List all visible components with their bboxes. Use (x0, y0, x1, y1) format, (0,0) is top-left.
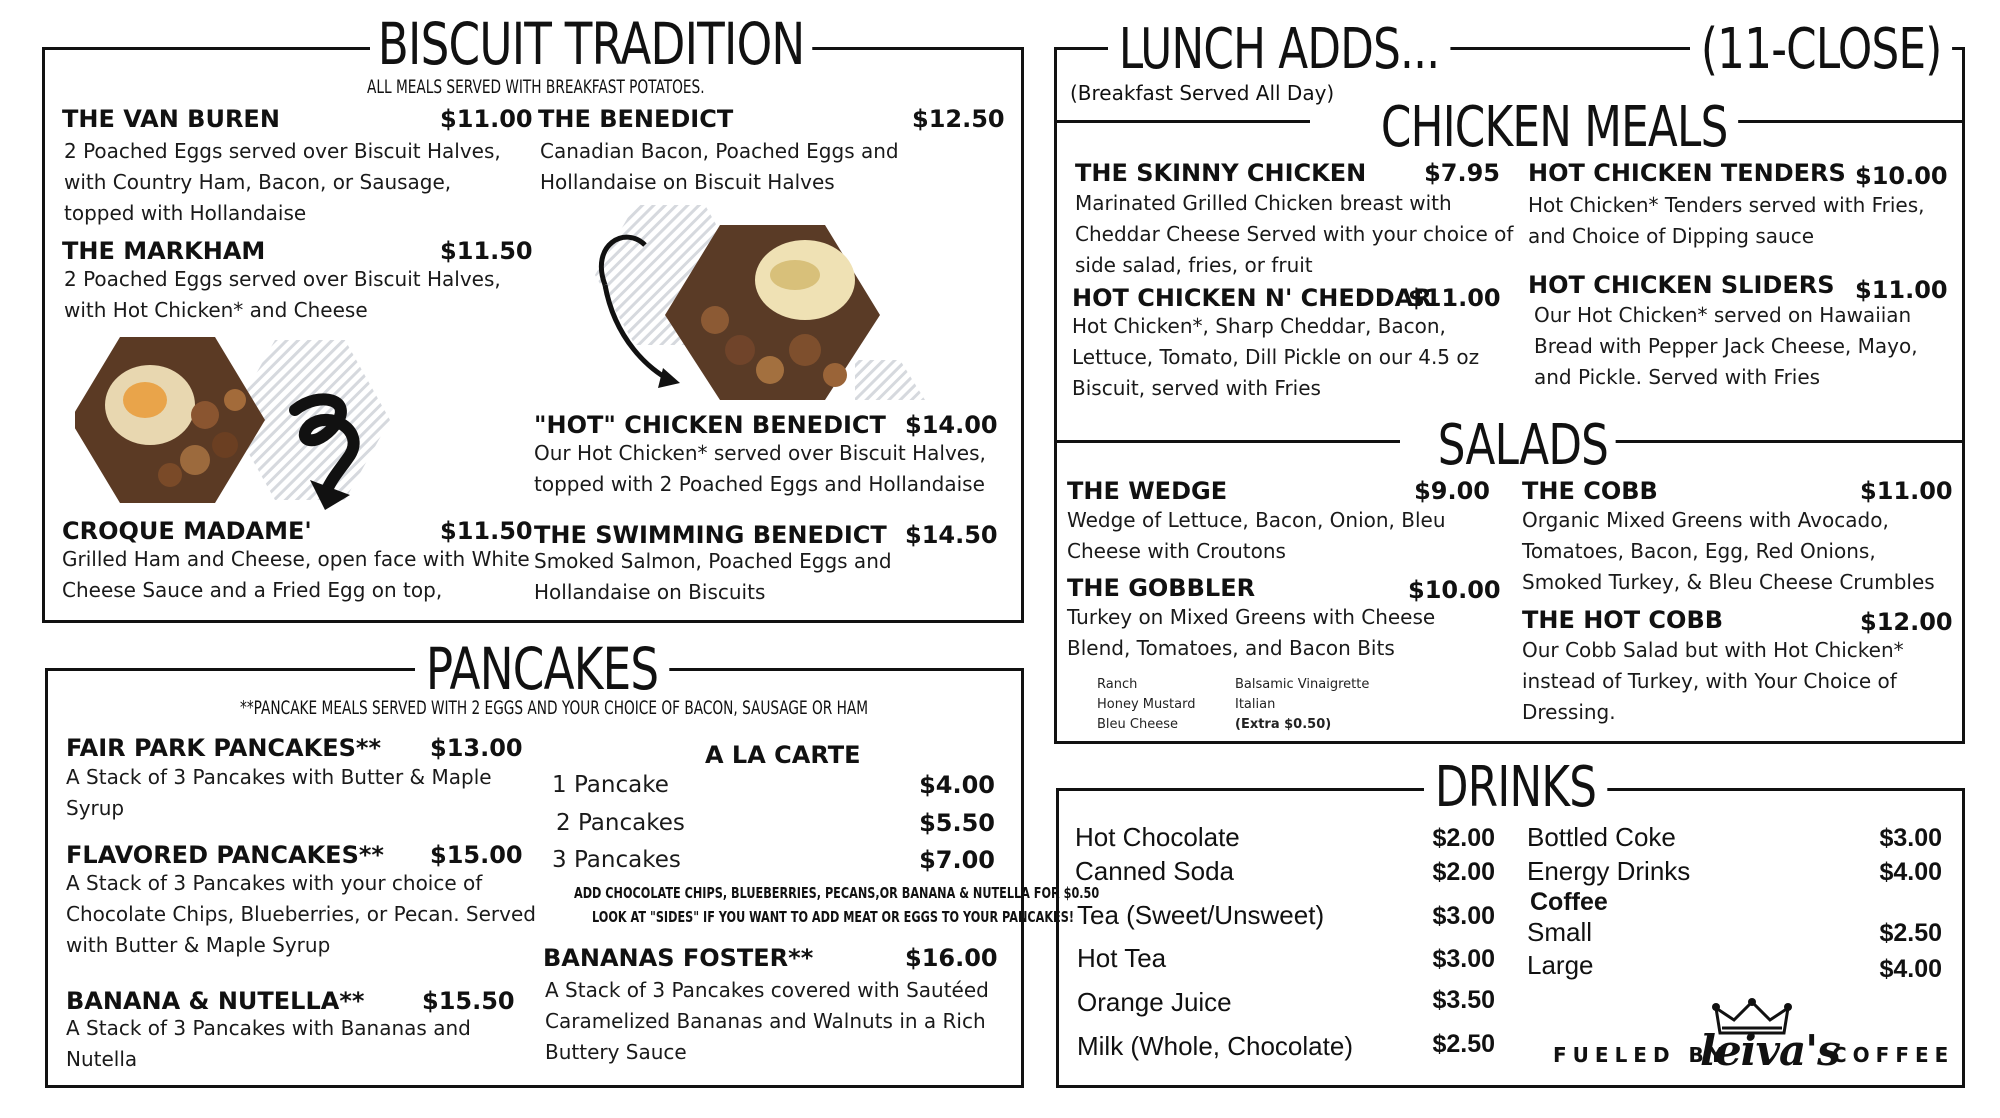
pancakes-title: PANCAKES (415, 640, 669, 698)
drink-price: $3.50 (1432, 986, 1495, 1014)
drink-price: $3.00 (1432, 902, 1495, 930)
divider (1054, 440, 1400, 443)
biscuit-title: BISCUIT TRADITION (370, 15, 812, 73)
item-price: $10.00 (1855, 162, 1948, 190)
item-price: $14.50 (905, 521, 998, 549)
item-name: FAIR PARK PANCAKES** (66, 734, 381, 762)
item-name: THE SKINNY CHICKEN (1075, 159, 1367, 187)
food-photo-hexagon (555, 200, 945, 400)
item-desc: Canadian Bacon, Poached Eggs and Hollandaise on Biscuit Halves (540, 139, 899, 194)
item-price: $16.00 (905, 944, 998, 972)
drink-price: $3.00 (1432, 945, 1495, 973)
item-desc: Our Hot Chicken* served on Hawaiian Bread with Pepper Jack Cheese, Mayo, and Pickle. Served with Fries (1534, 303, 1918, 389)
lunch-hours: (11-CLOSE) (1690, 22, 1952, 78)
item-name: FLAVORED PANCAKES** (66, 841, 384, 869)
coffee-label: COFFEE (1832, 1043, 1955, 1067)
coffee-heading: Coffee (1530, 888, 1608, 916)
alacarte-price: $4.00 (919, 771, 995, 799)
alacarte-price: $7.00 (919, 846, 995, 874)
drink-label: Hot Tea (1077, 943, 1167, 973)
drink-price: $2.50 (1879, 919, 1942, 947)
alacarte-title: A LA CARTE (705, 741, 861, 769)
item-desc: A Stack of 3 Pancakes with Bananas and Nutella (66, 1016, 471, 1071)
item-name: "HOT" CHICKEN BENEDICT (534, 411, 886, 439)
dressing-option: Honey Mustard (1097, 697, 1196, 712)
dressing-option: Ranch (1097, 677, 1138, 692)
item-price: $13.00 (430, 734, 523, 762)
item-name: HOT CHICKEN N' CHEDDAR (1072, 284, 1432, 312)
item-price: $11.50 (440, 237, 533, 265)
dressing-extra: (Extra $0.50) (1235, 717, 1332, 732)
item-price: $7.95 (1424, 159, 1500, 187)
drink-price: $2.00 (1432, 824, 1495, 852)
drink-label: Bottled Coke (1527, 822, 1676, 852)
item-desc: Our Cobb Salad but with Hot Chicken* instead of Turkey, with Your Choice of Dressing. (1522, 638, 1904, 724)
pancakes-subtitle: **PANCAKE MEALS SERVED WITH 2 EGGS AND YOUR CHOICE OF BACON, SAUSAGE OR HAM (240, 697, 869, 719)
fueled-by-label: FUELED BY (1553, 1043, 1730, 1067)
alacarte-note: LOOK AT "SIDES" IF YOU WANT TO ADD MEAT OR EGGS TO YOUR PANCAKES! (592, 908, 1074, 926)
dressing-option: Italian (1235, 697, 1276, 712)
item-price: $11.00 (1408, 284, 1501, 312)
drink-price: $4.00 (1879, 955, 1942, 983)
curly-arrow-icon (280, 385, 390, 515)
item-price: $12.00 (1860, 608, 1953, 636)
item-name: THE BENEDICT (538, 105, 734, 133)
item-desc: Wedge of Lettuce, Bacon, Onion, Bleu Cheese with Croutons (1067, 508, 1446, 563)
drink-price: $2.00 (1432, 858, 1495, 886)
biscuit-subtitle: ALL MEALS SERVED WITH BREAKFAST POTATOES. (367, 76, 705, 98)
divider (1600, 440, 1965, 443)
item-name: THE COBB (1522, 477, 1658, 505)
item-price: $11.00 (1860, 477, 1953, 505)
alacarte-price: $5.50 (919, 809, 995, 837)
drink-price: $2.50 (1432, 1030, 1495, 1058)
item-name: THE VAN BUREN (62, 105, 280, 133)
drink-label: Small (1527, 917, 1593, 947)
drink-label: Tea (Sweet/Unsweet) (1077, 900, 1325, 930)
item-price: $15.00 (430, 841, 523, 869)
drink-label: Milk (Whole, Chocolate) (1077, 1031, 1353, 1061)
item-name: HOT CHICKEN TENDERS (1528, 159, 1846, 187)
drink-label: Hot Chocolate (1075, 822, 1240, 852)
item-name: THE GOBBLER (1067, 574, 1256, 602)
item-desc: Smoked Salmon, Poached Eggs and Hollandaise on Biscuits (534, 549, 892, 604)
drink-label: Large (1527, 950, 1594, 980)
item-name: CROQUE MADAME' (62, 517, 312, 545)
item-name: BANANA & NUTELLA** (66, 987, 365, 1015)
divider (1054, 120, 1310, 123)
item-name: HOT CHICKEN SLIDERS (1528, 271, 1835, 299)
item-desc: A Stack of 3 Pancakes covered with Sautéed Caramelized Bananas and Walnuts in a Rich Buttery Sauce (545, 978, 989, 1064)
item-desc: 2 Poached Eggs served over Biscuit Halves, with Hot Chicken* and Cheese (64, 267, 501, 322)
item-desc: Marinated Grilled Chicken breast with Cheddar Cheese Served with your choice of side salad, fries, or fruit (1075, 191, 1514, 277)
drink-price: $3.00 (1879, 824, 1942, 852)
item-price: $10.00 (1408, 576, 1501, 604)
item-desc: 2 Poached Eggs served over Biscuit Halves, with Country Ham, Bacon, or Sausage, topped with Hollandaise (64, 139, 501, 225)
item-price: $9.00 (1414, 477, 1490, 505)
item-price: $14.00 (905, 411, 998, 439)
item-desc: Hot Chicken*, Sharp Cheddar, Bacon, Lettuce, Tomato, Dill Pickle on our 4.5 oz Biscuit, served with Fries (1072, 314, 1480, 400)
lunch-title: LUNCH ADDS... (1108, 22, 1450, 78)
item-desc: Hot Chicken* Tenders served with Fries, and Choice of Dipping sauce (1528, 193, 1925, 248)
lunch-note: (Breakfast Served All Day) (1070, 81, 1335, 105)
dressing-option: Balsamic Vinaigrette (1235, 677, 1370, 692)
chicken-title: CHICKEN MEALS (1370, 100, 1738, 156)
drink-label: Orange Juice (1077, 987, 1232, 1017)
item-price: $15.50 (422, 987, 515, 1015)
divider (1702, 120, 1965, 123)
item-desc: A Stack of 3 Pancakes with your choice of Chocolate Chips, Blueberries, or Pecan. Served with Butter & Maple Syrup (66, 871, 536, 957)
item-name: BANANAS FOSTER** (543, 944, 814, 972)
item-desc: Grilled Ham and Cheese, open face with White Cheese Sauce and a Fried Egg on top, (62, 547, 530, 602)
alacarte-label: 3 Pancakes (552, 847, 681, 873)
item-desc: Organic Mixed Greens with Avocado, Tomatoes, Bacon, Egg, Red Onions, Smoked Turkey, & Bleu Cheese Crumbles (1522, 508, 1935, 594)
salads-title: SALADS (1430, 418, 1616, 474)
item-desc: Turkey on Mixed Greens with Cheese Blend, Tomatoes, and Bacon Bits (1067, 605, 1436, 660)
drink-label: Canned Soda (1075, 856, 1235, 886)
item-desc: Our Hot Chicken* served over Biscuit Halves, topped with 2 Poached Eggs and Hollandaise (534, 441, 986, 496)
item-name: THE MARKHAM (62, 237, 266, 265)
drink-price: $4.00 (1879, 858, 1942, 886)
drinks-title: DRINKS (1424, 760, 1607, 816)
brand-logo-text: leiva's (1700, 1026, 1840, 1075)
item-price: $11.00 (1855, 276, 1948, 304)
item-price: $12.50 (912, 105, 1005, 133)
item-desc: A Stack of 3 Pancakes with Butter & Maple Syrup (66, 765, 492, 820)
dressing-option: Bleu Cheese (1097, 717, 1178, 732)
item-name: THE WEDGE (1067, 477, 1228, 505)
alacarte-label: 2 Pancakes (556, 810, 685, 836)
alacarte-note: ADD CHOCOLATE CHIPS, BLUEBERRIES, PECANS,OR BANANA & NUTELLA FOR $0.50 (574, 884, 1100, 902)
item-price: $11.50 (440, 517, 533, 545)
item-price: $11.00 (440, 105, 533, 133)
alacarte-label: 1 Pancake (552, 772, 669, 798)
item-name: THE SWIMMING BENEDICT (534, 521, 887, 549)
item-name: THE HOT COBB (1522, 606, 1724, 634)
drink-label: Energy Drinks (1527, 856, 1691, 886)
